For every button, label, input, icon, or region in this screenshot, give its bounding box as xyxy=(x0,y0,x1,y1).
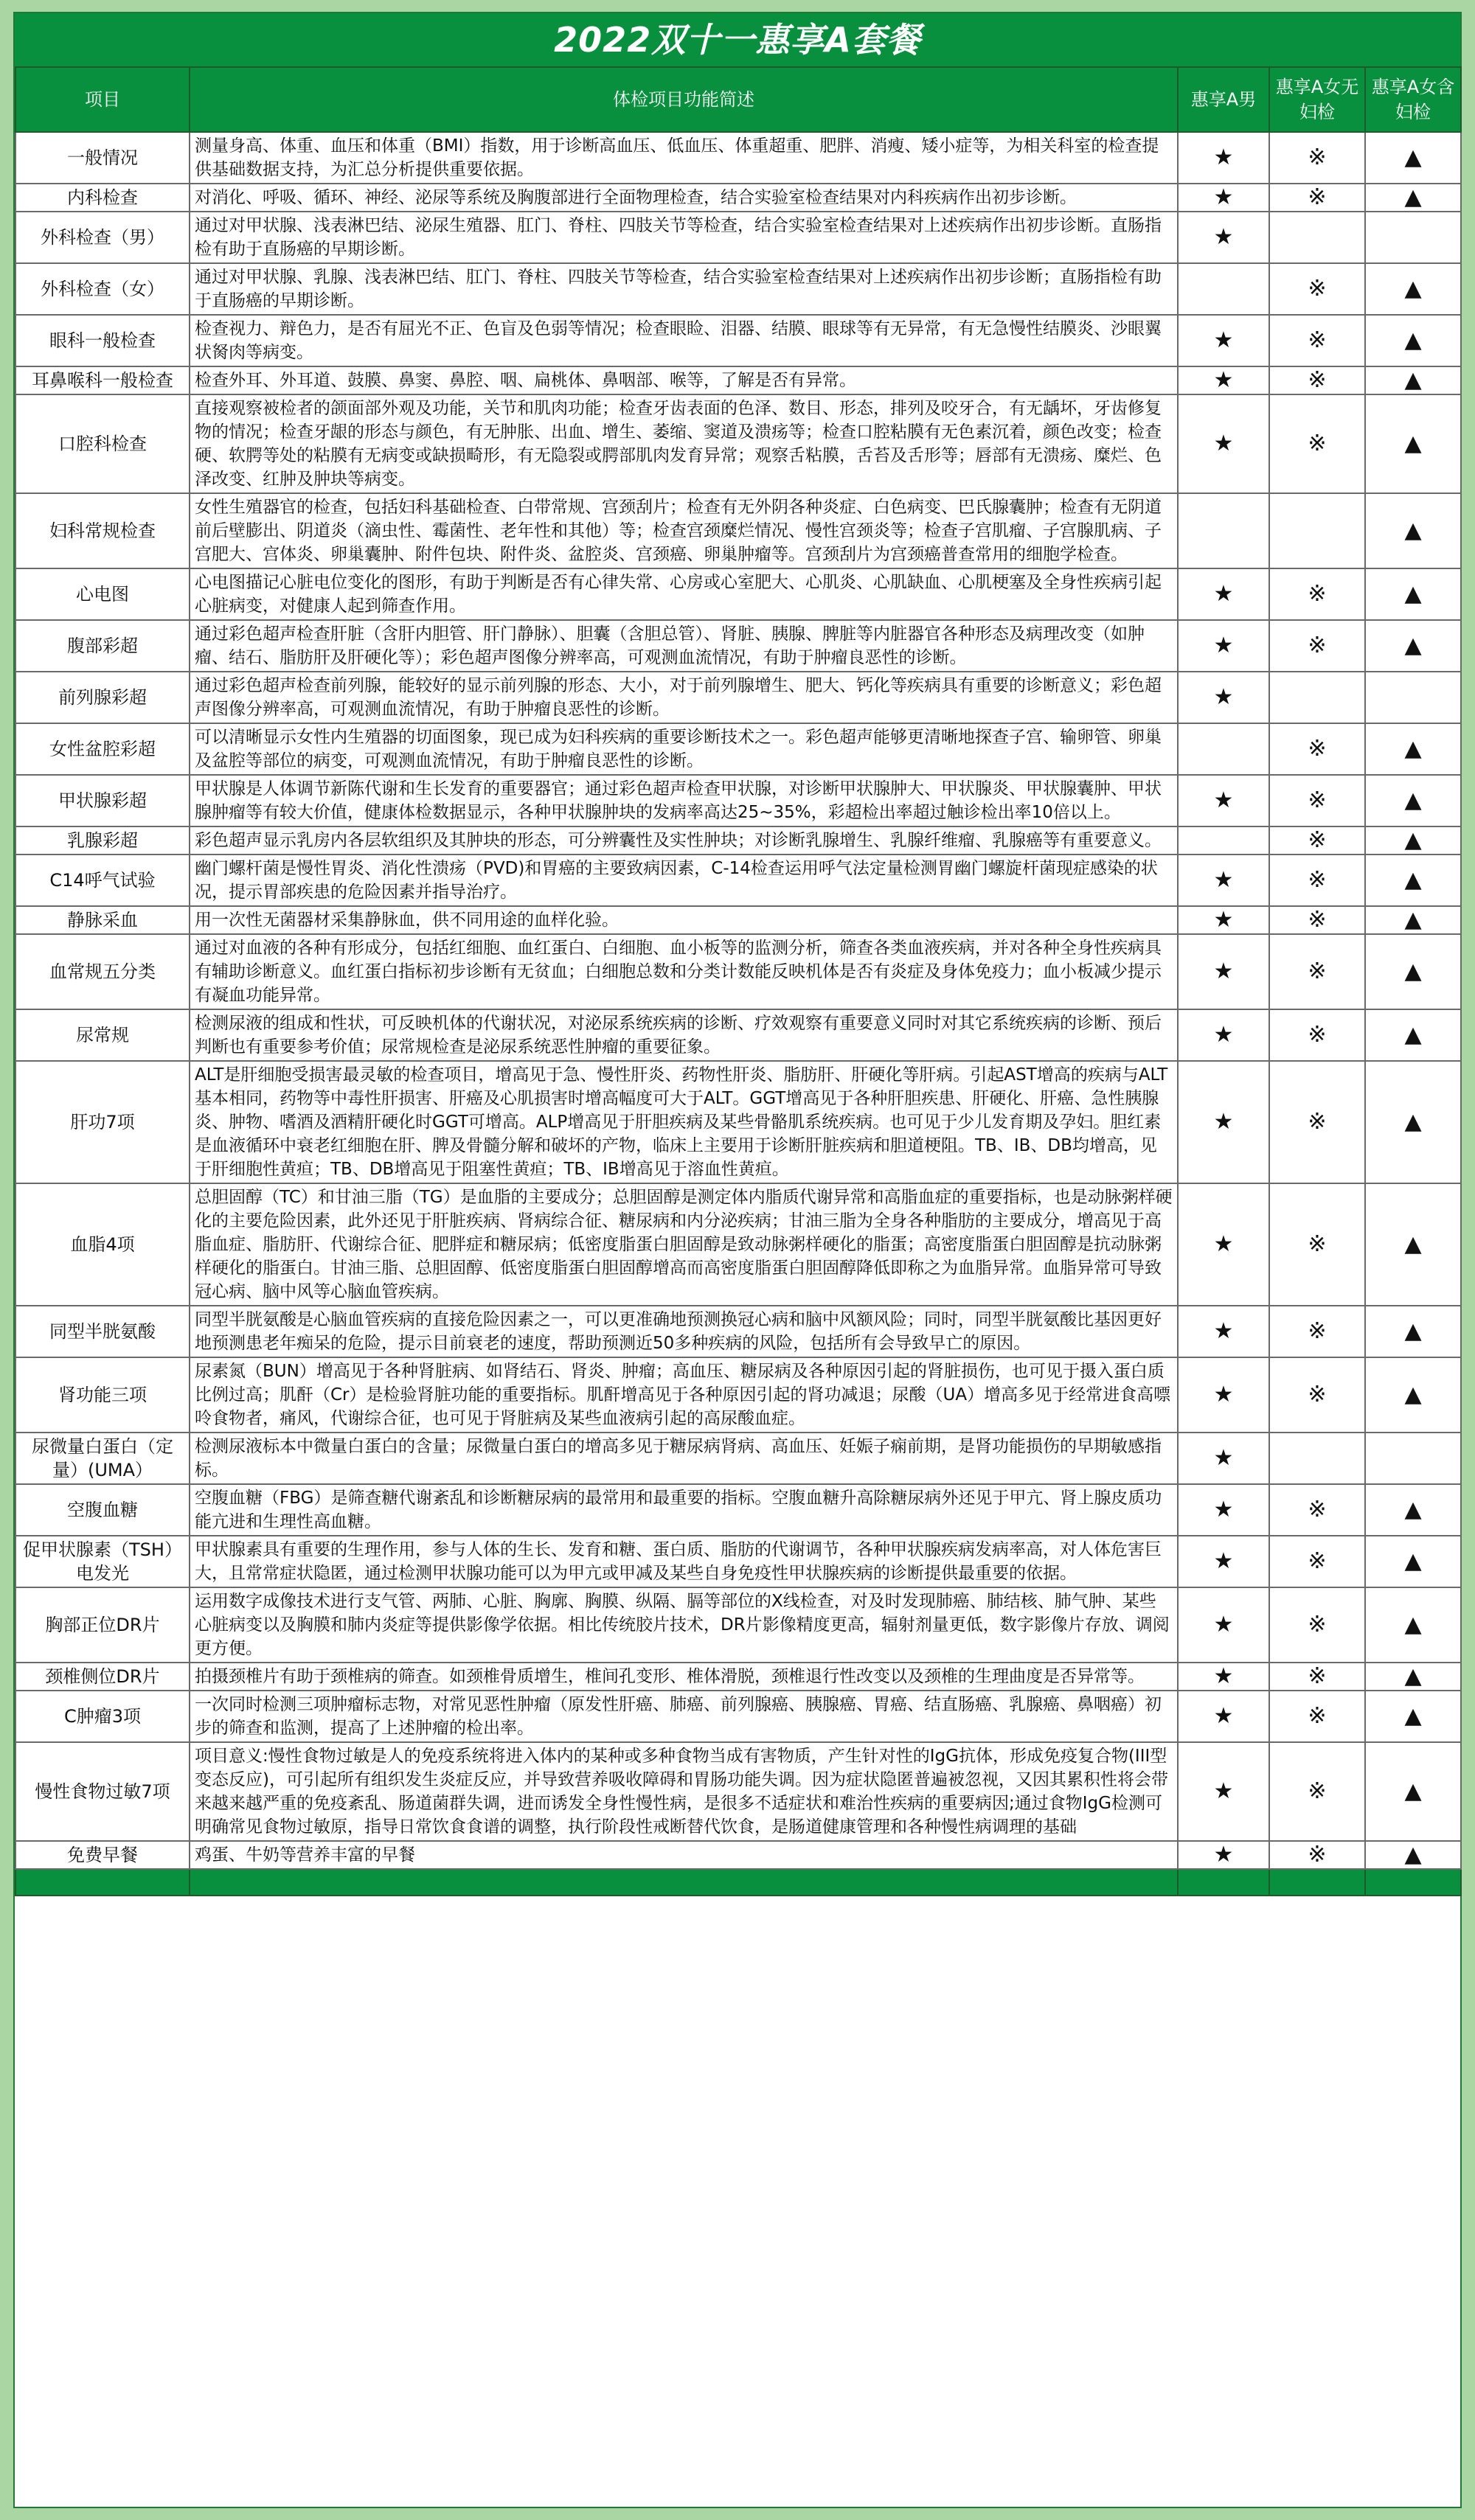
female-no-gyn-mark-cell: ※ xyxy=(1269,1357,1365,1433)
male-mark-cell xyxy=(1178,263,1269,315)
female-no-gyn-mark-cell xyxy=(1269,493,1365,568)
female-with-gyn-mark-cell: ▲ xyxy=(1365,775,1461,826)
item-name-cell: 心电图 xyxy=(15,568,190,620)
female-with-gyn-mark-cell: ▲ xyxy=(1365,493,1461,568)
male-mark-cell: ★ xyxy=(1178,184,1269,212)
item-name-cell: 肝功7项 xyxy=(15,1061,190,1183)
male-mark-cell: ★ xyxy=(1178,1433,1269,1484)
female-with-gyn-mark-cell: ▲ xyxy=(1365,366,1461,394)
male-mark-cell: ★ xyxy=(1178,1587,1269,1663)
female-no-gyn-mark-cell: ※ xyxy=(1269,315,1365,366)
female-no-gyn-mark-cell: ※ xyxy=(1269,1663,1365,1691)
female-no-gyn-mark-cell: ※ xyxy=(1269,775,1365,826)
table-row xyxy=(15,775,1461,826)
female-no-gyn-mark-cell: ※ xyxy=(1269,1484,1365,1536)
footer-cell xyxy=(1178,1869,1269,1896)
female-no-gyn-mark-cell: ※ xyxy=(1269,1691,1365,1742)
table-row xyxy=(15,1587,1461,1663)
female-no-gyn-mark-cell: ※ xyxy=(1269,620,1365,672)
item-description-cell: 运用数字成像技术进行支气管、两肺、心脏、胸廓、胸膜、纵隔、膈等部位的X线检查，对及时发现肺癌、肺结核、肺气肿、某些心脏病变以及胸膜和肺内炎症等提供影像学依据。相比传统胶片技术，DR片影像精度更高，辐射剂量更低，数字影像片存放、调阅更方便。 xyxy=(190,1587,1178,1663)
item-description-cell: 对消化、呼吸、循环、神经、泌尿等系统及胸腹部进行全面物理检查，结合实验室检查结果对内科疾病作出初步诊断。 xyxy=(190,184,1178,212)
table-row xyxy=(15,263,1461,315)
female-with-gyn-mark-cell: ▲ xyxy=(1365,315,1461,366)
item-name-cell: 耳鼻喉科一般检查 xyxy=(15,366,190,394)
item-name-cell: 妇科常规检查 xyxy=(15,493,190,568)
female-no-gyn-mark-cell: ※ xyxy=(1269,394,1365,493)
table-row xyxy=(15,1691,1461,1742)
table-row xyxy=(15,1061,1461,1183)
female-no-gyn-mark-cell xyxy=(1269,672,1365,723)
item-description-cell: 女性生殖器官的检查，包括妇科基础检查、白带常规、宫颈刮片；检查有无外阴各种炎症、白色病变、巴氏腺囊肿；检查有无阴道前后壁膨出、阴道炎（滴虫性、霉菌性、老年性和其他）等；检查宫颈糜烂情况、慢性宫颈炎等；检查子宫肌瘤、子宫腺肌病、子宫肥大、宫体炎、卵巢囊肿、附件包块、附件炎、盆腔炎、宫颈癌、卵巢肿瘤等。宫颈刮片为宫颈癌普查常用的细胞学检查。 xyxy=(190,493,1178,568)
male-mark-cell: ★ xyxy=(1178,132,1269,184)
item-description-cell: 可以清晰显示女性内生殖器的切面图象，现已成为妇科疾病的重要诊断技术之一。彩色超声能够更清晰地探查子宫、输卵管、卵巢及盆腔等部位的病变，可观测血流情况，有助于肿瘤良恶性的诊断。 xyxy=(190,723,1178,775)
female-with-gyn-mark-cell: ▲ xyxy=(1365,132,1461,184)
item-name-cell: 甲状腺彩超 xyxy=(15,775,190,826)
item-name-cell: 空腹血糖 xyxy=(15,1484,190,1536)
male-mark-cell: ★ xyxy=(1178,1536,1269,1587)
table-row xyxy=(15,826,1461,854)
table-row xyxy=(15,493,1461,568)
item-name-cell: 慢性食物过敏7项 xyxy=(15,1742,190,1841)
item-name-cell: 内科检查 xyxy=(15,184,190,212)
package-sheet xyxy=(13,12,1462,2508)
table-row xyxy=(15,1841,1461,1869)
male-mark-cell: ★ xyxy=(1178,315,1269,366)
item-name-cell: 腹部彩超 xyxy=(15,620,190,672)
item-description-cell: 直接观察被检者的颌面部外观及功能，关节和肌肉功能；检查牙齿表面的色泽、数目、形态，排列及咬牙合，有无龋坏，牙齿修复物的情况；检查牙龈的形态与颜色，有无肿胀、出血、增生、萎缩、窦道及溃疡等；检查口腔粘膜有无色素沉着，颜色改变；检查硬、软腭等处的粘膜有无病变或缺损畸形，有无隐裂或腭部肌肉发育异常；观察舌粘膜，舌苔及舌形等；唇部有无溃疡、糜烂、色泽改变、红肿及肿块等病变。 xyxy=(190,394,1178,493)
item-description-cell: 检测尿液标本中微量白蛋白的含量；尿微量白蛋白的增高多见于糖尿病肾病、高血压、妊娠子痫前期，是肾功能损伤的早期敏感指标。 xyxy=(190,1433,1178,1484)
male-mark-cell: ★ xyxy=(1178,1357,1269,1433)
item-name-cell: 胸部正位DR片 xyxy=(15,1587,190,1663)
item-name-cell: 尿常规 xyxy=(15,1009,190,1061)
table-row xyxy=(15,1484,1461,1536)
package-title: 2022双十一惠享A套餐 xyxy=(15,13,1460,66)
female-with-gyn-mark-cell: ▲ xyxy=(1365,1663,1461,1691)
table-row xyxy=(15,1306,1461,1357)
item-description-cell: 甲状腺素具有重要的生理作用，参与人体的生长、发育和糖、蛋白质、脂肪的代谢调节，各种甲状腺疾病发病率高，对人体危害巨大，且常常症状隐匿，通过检测甲状腺功能可以为甲亢或甲减及某些自身免疫性甲状腺疾病的诊断提供最重要的依据。 xyxy=(190,1536,1178,1587)
female-with-gyn-mark-cell: ▲ xyxy=(1365,620,1461,672)
male-mark-cell: ★ xyxy=(1178,394,1269,493)
item-description-cell: 通过对甲状腺、乳腺、浅表淋巴结、肛门、脊柱、四肢关节等检查，结合实验室检查结果对上述疾病作出初步诊断；直肠指检有助于直肠癌的早期诊断。 xyxy=(190,263,1178,315)
item-description-cell: 甲状腺是人体调节新陈代谢和生长发育的重要器官；通过彩色超声检查甲状腺，对诊断甲状腺肿大、甲状腺炎、甲状腺囊肿、甲状腺肿瘤等有较大价值，健康体检数据显示，各种甲状腺肿块的发病率高达25~35%，彩超检出率超过触诊检出率10倍以上。 xyxy=(190,775,1178,826)
male-mark-cell: ★ xyxy=(1178,1742,1269,1841)
female-with-gyn-mark-cell: ▲ xyxy=(1365,1183,1461,1306)
female-with-gyn-mark-cell: ▲ xyxy=(1365,723,1461,775)
male-mark-cell: ★ xyxy=(1178,1061,1269,1183)
item-description-cell: 鸡蛋、牛奶等营养丰富的早餐 xyxy=(190,1841,1178,1869)
footer-cell xyxy=(1269,1869,1365,1896)
female-no-gyn-mark-cell xyxy=(1269,1433,1365,1484)
female-no-gyn-mark-cell: ※ xyxy=(1269,1841,1365,1869)
item-description-cell: 测量身高、体重、血压和体重（BMI）指数，用于诊断高血压、低血压、体重超重、肥胖、消瘦、矮小症等，为相关科室的检查提供基础数据支持，为汇总分析提供重要依据。 xyxy=(190,132,1178,184)
male-mark-cell xyxy=(1178,493,1269,568)
item-name-cell: 尿微量白蛋白（定量）(UMA） xyxy=(15,1433,190,1484)
table-row xyxy=(15,672,1461,723)
female-with-gyn-mark-cell: ▲ xyxy=(1365,1306,1461,1357)
item-description-cell: 通过彩色超声检查肝脏（含肝内胆管、肝门静脉）、胆囊（含胆总管）、肾脏、胰腺、脾脏等内脏器官各种形态及病理改变（如肿瘤、结石、脂肪肝及肝硬化等）；彩色超声图像分辨率高，可观测血流情况，有助于肿瘤良恶性的诊断。 xyxy=(190,620,1178,672)
female-no-gyn-mark-cell: ※ xyxy=(1269,184,1365,212)
female-no-gyn-mark-cell: ※ xyxy=(1269,906,1365,934)
table-row xyxy=(15,1663,1461,1691)
footer-cell xyxy=(15,1869,190,1896)
item-description-cell: 一次同时检测三项肿瘤标志物，对常见恶性肿瘤（原发性肝癌、肺癌、前列腺癌、胰腺癌、胃癌、结直肠癌、乳腺癌、鼻咽癌）初步的筛查和监测，提高了上述肿瘤的检出率。 xyxy=(190,1691,1178,1742)
header-female-with-gyn: 惠享A女含妇检 xyxy=(1365,67,1461,132)
female-with-gyn-mark-cell: ▲ xyxy=(1365,1357,1461,1433)
item-name-cell: 颈椎侧位DR片 xyxy=(15,1663,190,1691)
female-with-gyn-mark-cell: ▲ xyxy=(1365,1061,1461,1183)
female-no-gyn-mark-cell: ※ xyxy=(1269,263,1365,315)
table-row xyxy=(15,1183,1461,1306)
female-no-gyn-mark-cell xyxy=(1269,212,1365,263)
table-row xyxy=(15,132,1461,184)
header-description: 体检项目功能简述 xyxy=(190,67,1178,132)
female-with-gyn-mark-cell: ▲ xyxy=(1365,184,1461,212)
female-with-gyn-mark-cell xyxy=(1365,672,1461,723)
item-description-cell: 用一次性无菌器材采集静脉血，供不同用途的血样化验。 xyxy=(190,906,1178,934)
footer-cell xyxy=(1365,1869,1461,1896)
male-mark-cell: ★ xyxy=(1178,906,1269,934)
table-row xyxy=(15,620,1461,672)
item-description-cell: 通过对血液的各种有形成分，包括红细胞、血红蛋白、白细胞、血小板等的监测分析，筛查各类血液疾病，并对各种全身性疾病具有辅助诊断意义。血红蛋白指标初步诊断有无贫血；白细胞总数和分类计数能反映机体是否有炎症及身体免疫力；血小板减少提示有凝血功能异常。 xyxy=(190,934,1178,1009)
item-name-cell: C肿瘤3项 xyxy=(15,1691,190,1742)
male-mark-cell xyxy=(1178,723,1269,775)
female-no-gyn-mark-cell: ※ xyxy=(1269,568,1365,620)
male-mark-cell: ★ xyxy=(1178,212,1269,263)
item-description-cell: 彩色超声显示乳房内各层软组织及其肿块的形态，可分辨囊性及实性肿块；对诊断乳腺增生、乳腺纤维瘤、乳腺癌等有重要意义。 xyxy=(190,826,1178,854)
female-with-gyn-mark-cell: ▲ xyxy=(1365,1691,1461,1742)
female-with-gyn-mark-cell xyxy=(1365,1433,1461,1484)
table-row xyxy=(15,1357,1461,1433)
female-with-gyn-mark-cell: ▲ xyxy=(1365,394,1461,493)
item-description-cell: 空腹血糖（FBG）是筛查糖代谢紊乱和诊断糖尿病的最常用和最重要的指标。空腹血糖升高除糖尿病外还见于甲亢、肾上腺皮质功能亢进和生理性高血糖。 xyxy=(190,1484,1178,1536)
table-row xyxy=(15,854,1461,906)
item-description-cell: 幽门螺杆菌是慢性胃炎、消化性溃疡（PVD)和胃癌的主要致病因素，C-14检查运用呼气法定量检测胃幽门螺旋杆菌现症感染的状况，提示胃部疾患的危险因素并指导治疗。 xyxy=(190,854,1178,906)
table-row xyxy=(15,1536,1461,1587)
male-mark-cell: ★ xyxy=(1178,568,1269,620)
table-row xyxy=(15,723,1461,775)
item-description-cell: 检查外耳、外耳道、鼓膜、鼻窦、鼻腔、咽、扁桃体、鼻咽部、喉等，了解是否有异常。 xyxy=(190,366,1178,394)
female-with-gyn-mark-cell: ▲ xyxy=(1365,263,1461,315)
item-name-cell: 一般情况 xyxy=(15,132,190,184)
item-name-cell: 女性盆腔彩超 xyxy=(15,723,190,775)
item-description-cell: ALT是肝细胞受损害最灵敏的检查项目，增高见于急、慢性肝炎、药物性肝炎、脂肪肝、肝硬化等肝病。引起AST增高的疾病与ALT基本相同，药物等中毒性肝损害、肝癌及心肌损害时增高幅度可大于ALT。GGT增高见于各种肝胆疾患、肝硬化、肝癌、急性胰腺炎、肿物、嗜酒及酒精肝硬化时GGT可增高。ALP增高见于肝胆疾病及某些骨骼肌系统疾病。也可见于少儿发育期及孕妇。胆红素是血液循环中衰老红细胞在肝、脾及骨髓分解和破坏的产物，临床上主要用于诊断肝脏疾病和胆道梗阻。TB、IB、DB均增高，见于肝细胞性黄疸；TB、DB增高见于阻塞性黄疸；TB、IB增高见于溶血性黄疸。 xyxy=(190,1061,1178,1183)
table-row xyxy=(15,184,1461,212)
item-name-cell: 血常规五分类 xyxy=(15,934,190,1009)
female-no-gyn-mark-cell: ※ xyxy=(1269,723,1365,775)
item-description-cell: 同型半胱氨酸是心脑血管疾病的直接危险因素之一，可以更准确地预测换冠心病和脑中风额风险；同时，同型半胱氨酸比基因更好地预测患老年痴呆的危险，提示目前衰老的速度，帮助预测近50多种疾病的风险，包括所有会导致早亡的原因。 xyxy=(190,1306,1178,1357)
female-no-gyn-mark-cell: ※ xyxy=(1269,1536,1365,1587)
male-mark-cell: ★ xyxy=(1178,934,1269,1009)
item-name-cell: 同型半胱氨酸 xyxy=(15,1306,190,1357)
table-row xyxy=(15,315,1461,366)
female-with-gyn-mark-cell: ▲ xyxy=(1365,906,1461,934)
male-mark-cell: ★ xyxy=(1178,1306,1269,1357)
item-description-cell: 拍摄颈椎片有助于颈椎病的筛查。如颈椎骨质增生，椎间孔变形、椎体滑脱，颈椎退行性改变以及颈椎的生理曲度是否异常等。 xyxy=(190,1663,1178,1691)
female-no-gyn-mark-cell: ※ xyxy=(1269,1587,1365,1663)
item-name-cell: 静脉采血 xyxy=(15,906,190,934)
item-description-cell: 尿素氮（BUN）增高见于各种肾脏病、如肾结石、肾炎、肿瘤；高血压、糖尿病及各种原因引起的肾脏损伤，也可见于摄入蛋白质比例过高；肌酐（Cr）是检验肾脏功能的重要指标。肌酐增高见于各种原因引起的肾功减退；尿酸（UA）增高多见于经常进食高嘌呤食物者，痛风，代谢综合征，也可见于肾脏病及某些血液病引起的高尿酸血症。 xyxy=(190,1357,1178,1433)
female-no-gyn-mark-cell: ※ xyxy=(1269,854,1365,906)
table-header-row xyxy=(15,67,1461,132)
table-row xyxy=(15,1009,1461,1061)
female-with-gyn-mark-cell: ▲ xyxy=(1365,1841,1461,1869)
table-row xyxy=(15,934,1461,1009)
male-mark-cell: ★ xyxy=(1178,1691,1269,1742)
footer-cell xyxy=(190,1869,1178,1896)
item-name-cell: C14呼气试验 xyxy=(15,854,190,906)
item-description-cell: 通过彩色超声检查前列腺，能较好的显示前列腺的形态、大小，对于前列腺增生、肥大、钙化等疾病具有重要的诊断意义；彩色超声图像分辨率高，可观测血流情况，有助于肿瘤良恶性的诊断。 xyxy=(190,672,1178,723)
male-mark-cell: ★ xyxy=(1178,1183,1269,1306)
female-with-gyn-mark-cell xyxy=(1365,212,1461,263)
female-no-gyn-mark-cell: ※ xyxy=(1269,1742,1365,1841)
item-name-cell: 肾功能三项 xyxy=(15,1357,190,1433)
female-with-gyn-mark-cell: ▲ xyxy=(1365,1587,1461,1663)
item-description-cell: 心电图描记心脏电位变化的图形，有助于判断是否有心律失常、心房或心室肥大、心肌炎、心肌缺血、心肌梗塞及全身性疾病引起心脏病变，对健康人起到筛查作用。 xyxy=(190,568,1178,620)
table-row xyxy=(15,1742,1461,1841)
item-description-cell: 总胆固醇（TC）和甘油三脂（TG）是血脂的主要成分；总胆固醇是测定体内脂质代谢异常和高脂血症的重要指标，也是动脉粥样硬化的主要危险因素，此外还见于肝脏疾病、肾病综合征、糖尿病和内分泌疾病；甘油三脂为全身各种脂肪的主要成分，增高见于高脂血症、脂肪肝、代谢综合征、肥胖症和糖尿病；低密度脂蛋白胆固醇是致动脉粥样硬化的脂蛋；高密度脂蛋白胆固醇是抗动脉粥样硬化的脂蛋白。甘油三脂、总胆固醇、低密度脂蛋白胆固醇增高而高密度脂蛋白胆固醇降低即称之为血脂异常。血脂异常可导致冠心病、脑中风等心脑血管疾病。 xyxy=(190,1183,1178,1306)
female-with-gyn-mark-cell: ▲ xyxy=(1365,1484,1461,1536)
female-no-gyn-mark-cell: ※ xyxy=(1269,1061,1365,1183)
male-mark-cell: ★ xyxy=(1178,1484,1269,1536)
male-mark-cell: ★ xyxy=(1178,1009,1269,1061)
item-description-cell: 检查视力、辩色力，是否有屈光不正、色盲及色弱等情况；检查眼睑、泪器、结膜、眼球等有无异常，有无急慢性结膜炎、沙眼翼状胬肉等病变。 xyxy=(190,315,1178,366)
female-no-gyn-mark-cell: ※ xyxy=(1269,132,1365,184)
table-row xyxy=(15,1433,1461,1484)
female-with-gyn-mark-cell: ▲ xyxy=(1365,1742,1461,1841)
item-description-cell: 检测尿液的组成和性状，可反映机体的代谢状况，对泌尿系统疾病的诊断、疗效观察有重要意义同时对其它系统疾病的诊断、预后判断也有重要参考价值；尿常规检查是泌尿系统恶性肿瘤的重要征象。 xyxy=(190,1009,1178,1061)
table-footer-row xyxy=(15,1869,1461,1896)
item-name-cell: 乳腺彩超 xyxy=(15,826,190,854)
item-name-cell: 促甲状腺素（TSH）电发光 xyxy=(15,1536,190,1587)
exam-table xyxy=(15,66,1462,1896)
male-mark-cell: ★ xyxy=(1178,1663,1269,1691)
table-body xyxy=(15,132,1461,1869)
male-mark-cell: ★ xyxy=(1178,775,1269,826)
table-row xyxy=(15,568,1461,620)
table-row xyxy=(15,394,1461,493)
item-description-cell: 通过对甲状腺、浅表淋巴结、泌尿生殖器、肛门、脊柱、四肢关节等检查，结合实验室检查结果对上述疾病作出初步诊断。直肠指检有助于直肠癌的早期诊断。 xyxy=(190,212,1178,263)
header-female-no-gyn: 惠享A女无妇检 xyxy=(1269,67,1365,132)
female-with-gyn-mark-cell: ▲ xyxy=(1365,934,1461,1009)
item-name-cell: 血脂4项 xyxy=(15,1183,190,1306)
male-mark-cell: ★ xyxy=(1178,854,1269,906)
male-mark-cell: ★ xyxy=(1178,672,1269,723)
item-description-cell: 项目意义:慢性食物过敏是人的免疫系统将进入体内的某种或多种食物当成有害物质，产生针对性的IgG抗体，形成免疫复合物(III型变态反应)，可引起所有组织发生炎症反应，并导致营养吸收障碍和胃肠功能失调。因为症状隐匿普遍被忽视，又因其累积性将会带来越来越严重的免疫紊乱、肠道菌群失调，进而诱发全身性慢性病，是很多不适症状和难治性疾病的重要病因;通过食物IgG检测可明确常见食物过敏原，指导日常饮食食谱的调整，执行阶段性戒断替代饮食，是肠道健康管理和各种慢性病调理的基础 xyxy=(190,1742,1178,1841)
item-name-cell: 眼科一般检查 xyxy=(15,315,190,366)
header-item: 项目 xyxy=(15,67,190,132)
male-mark-cell: ★ xyxy=(1178,1841,1269,1869)
female-no-gyn-mark-cell: ※ xyxy=(1269,934,1365,1009)
item-name-cell: 外科检查（男） xyxy=(15,212,190,263)
female-no-gyn-mark-cell: ※ xyxy=(1269,1009,1365,1061)
item-name-cell: 免费早餐 xyxy=(15,1841,190,1869)
item-name-cell: 口腔科检查 xyxy=(15,394,190,493)
female-with-gyn-mark-cell: ▲ xyxy=(1365,568,1461,620)
female-no-gyn-mark-cell: ※ xyxy=(1269,1306,1365,1357)
table-row xyxy=(15,212,1461,263)
female-with-gyn-mark-cell: ▲ xyxy=(1365,1536,1461,1587)
female-with-gyn-mark-cell: ▲ xyxy=(1365,826,1461,854)
header-male: 惠享A男 xyxy=(1178,67,1269,132)
female-no-gyn-mark-cell: ※ xyxy=(1269,366,1365,394)
female-no-gyn-mark-cell: ※ xyxy=(1269,1183,1365,1306)
female-no-gyn-mark-cell: ※ xyxy=(1269,826,1365,854)
item-name-cell: 前列腺彩超 xyxy=(15,672,190,723)
male-mark-cell xyxy=(1178,826,1269,854)
female-with-gyn-mark-cell: ▲ xyxy=(1365,1009,1461,1061)
table-row xyxy=(15,366,1461,394)
female-with-gyn-mark-cell: ▲ xyxy=(1365,854,1461,906)
table-row xyxy=(15,906,1461,934)
male-mark-cell: ★ xyxy=(1178,620,1269,672)
item-name-cell: 外科检查（女） xyxy=(15,263,190,315)
male-mark-cell: ★ xyxy=(1178,366,1269,394)
